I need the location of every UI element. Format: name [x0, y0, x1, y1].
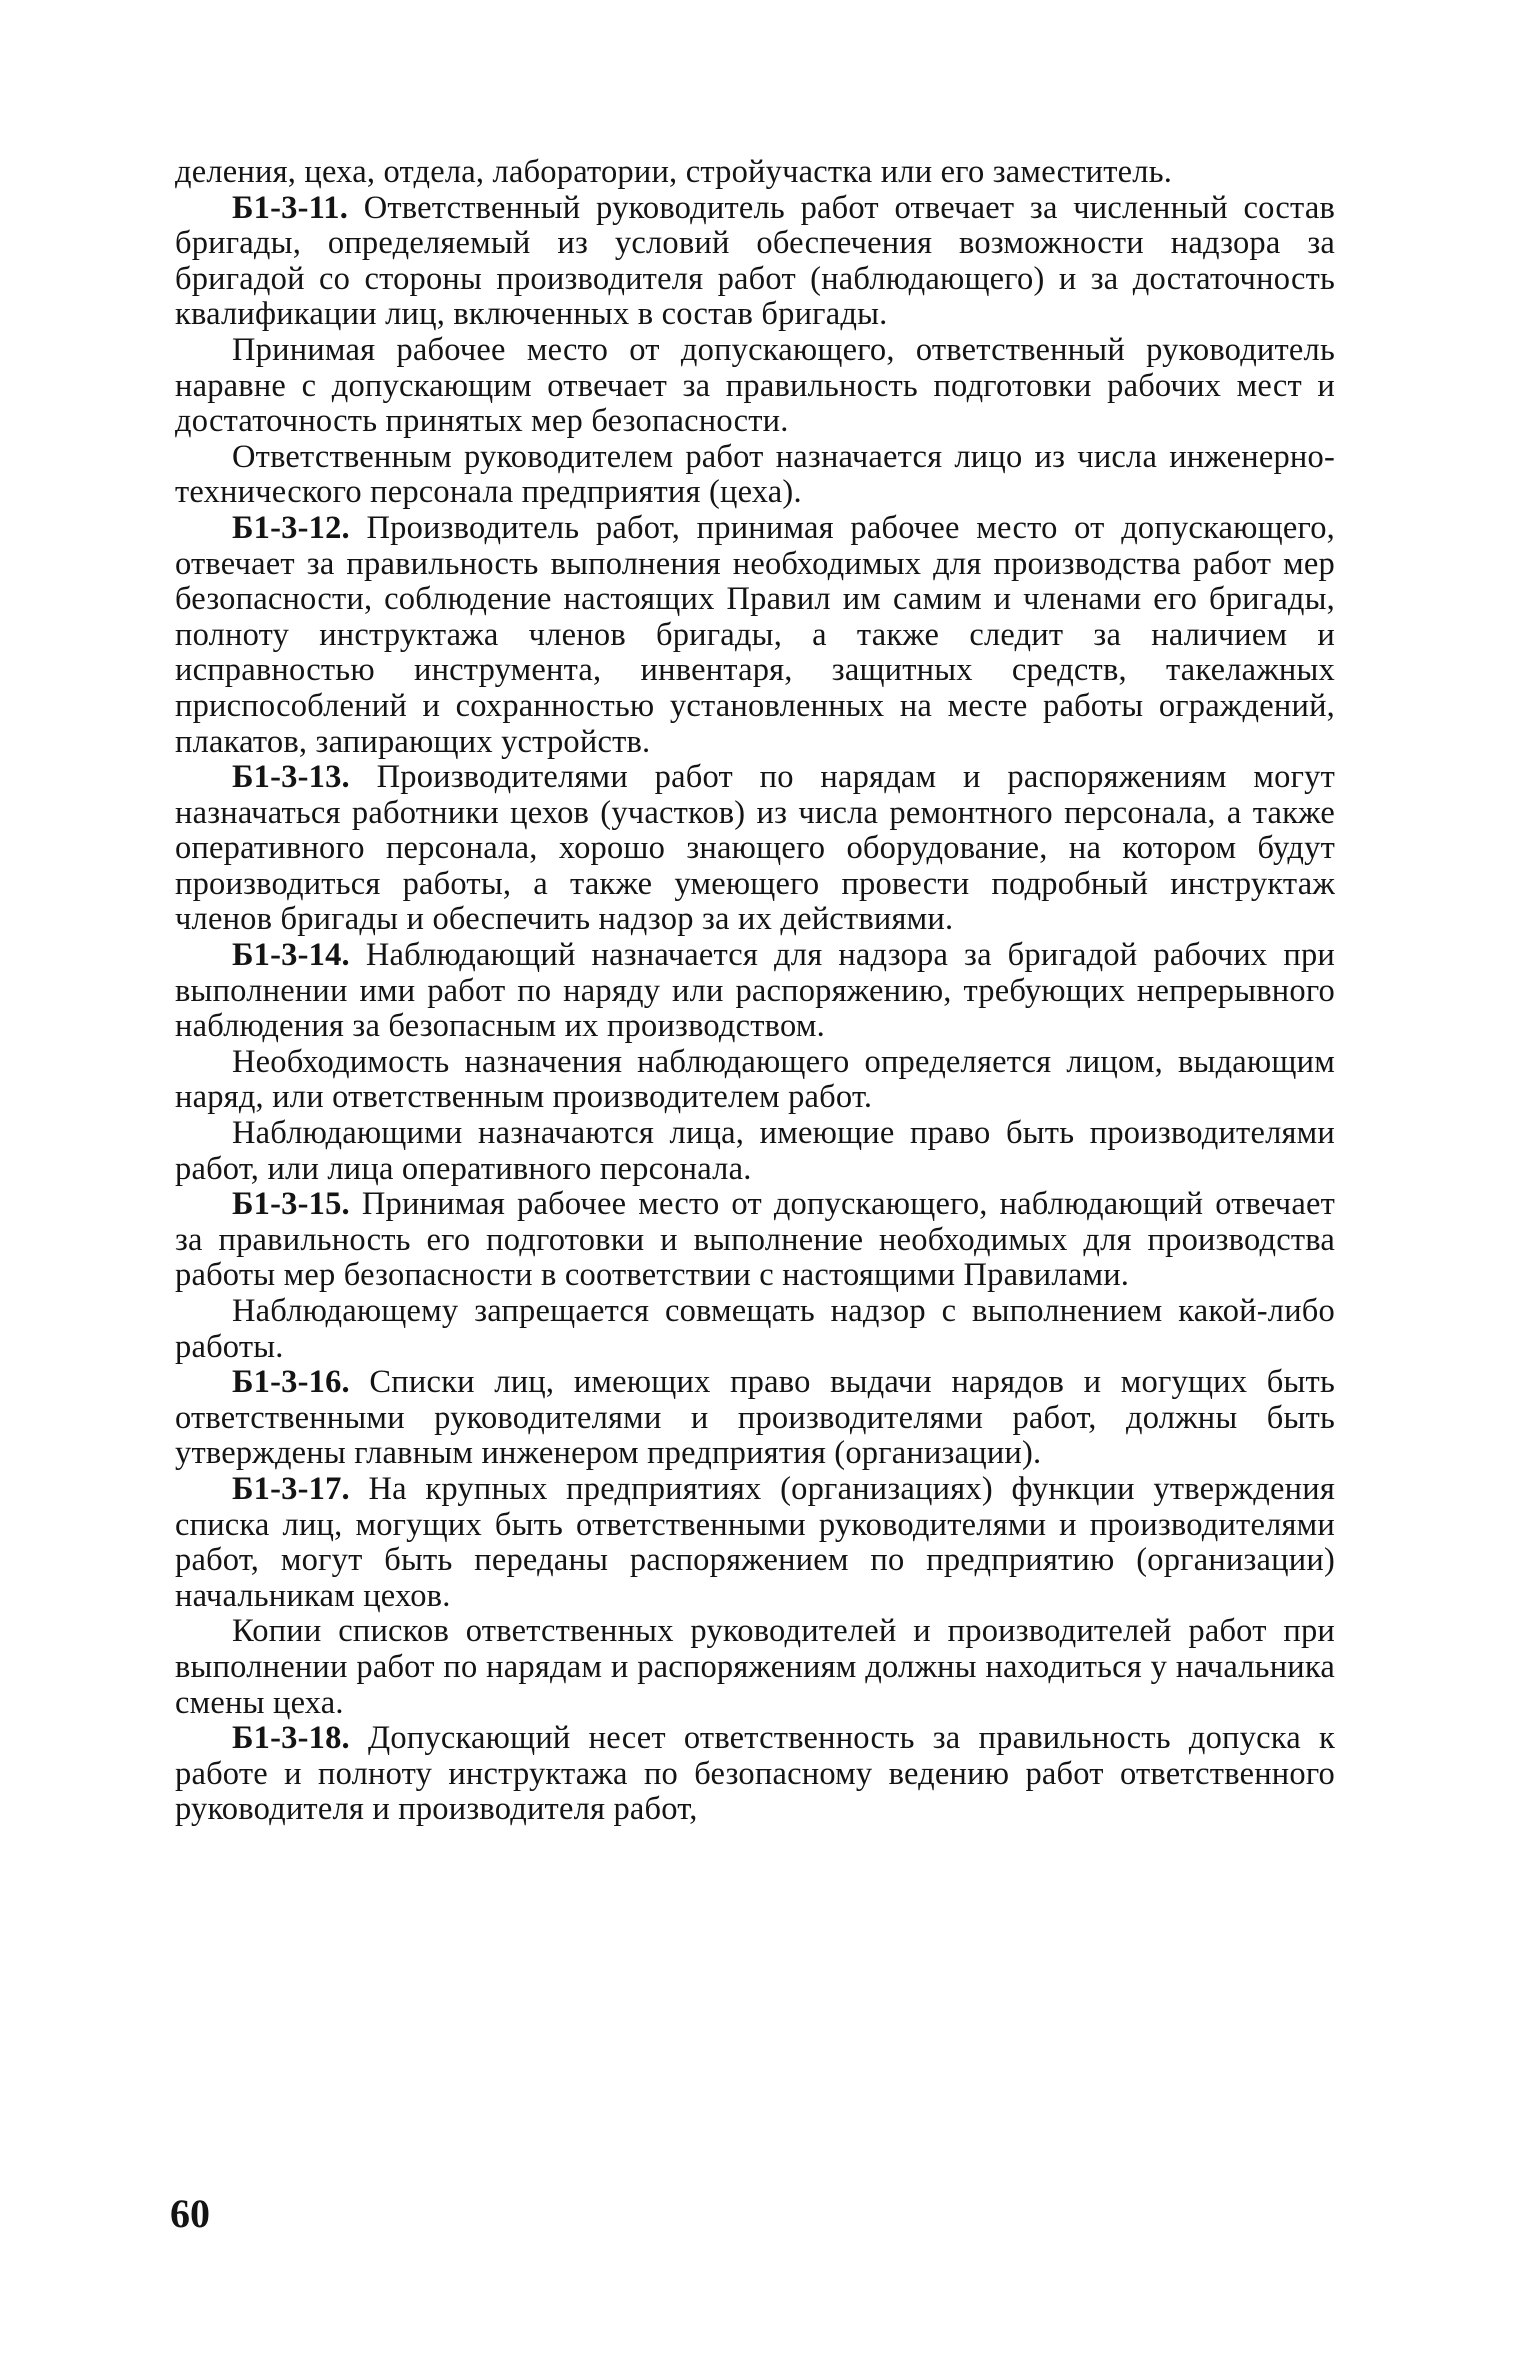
- paragraph: Принимая рабочее место от допускающего, ответственный руководитель наравне с допускающим отвечает за правильность подготовки рабочих мест и достаточность принятых мер безопасности.: [175, 331, 1335, 440]
- paragraph-b1-3-18: Б1-3-18. Допускающий несет ответственность за правильность допуска к работе и полноту инструктажа по безопасному ведению работ ответственного руководителя и производителя работ,: [175, 1720, 1335, 1828]
- paragraph-b1-3-14: Б1-3-14. Наблюдающий назначается для надзора за бригадой рабочих при выполнении ими работ по наряду или распоряжению, требующих непрерывного наблюдения за безопасным их производством.: [175, 937, 1335, 1045]
- paragraph: Наблюдающими назначаются лица, имеющие право быть производителями работ, или лица оперативного персонала.: [175, 1115, 1335, 1187]
- page-number: 60: [170, 2191, 210, 2236]
- paragraph: Наблюдающему запрещается совмещать надзор с выполнением какой-либо работы.: [175, 1293, 1335, 1365]
- section-number: Б1-3-16.: [232, 1364, 350, 1401]
- section-number: Б1-3-17.: [232, 1470, 350, 1507]
- paragraph-b1-3-17: Б1-3-17. На крупных предприятиях (организациях) функции утверждения списка лиц, могущих быть ответственными руководителями и производителями работ, могут быть переданы распоряжением по предприятию (организации) начальникам цехов.: [175, 1470, 1335, 1614]
- paragraph: Копии списков ответственных руководителей и производителей работ при выполнении работ по нарядам и распоряжениям должны находиться у начальника смены цеха.: [175, 1613, 1335, 1721]
- paragraph-b1-3-16: Б1-3-16. Списки лиц, имеющих право выдачи нарядов и могущих быть ответственными руководителями и производителями работ, должны быть утверждены главным инженером предприятия (организации).: [175, 1364, 1335, 1472]
- paragraph-b1-3-11: Б1-3-11. Ответственный руководитель работ отвечает за численный состав бригады, определяемый из условий обеспечения возможности надзора за бригадой со стороны производителя работ (наблюдающего) и за достаточность квалификации лиц, включенных в состав бригады.: [175, 189, 1335, 333]
- paragraph: Ответственным руководителем работ назначается лицо из числа инженерно-технического персонала предприятия (цеха).: [175, 438, 1335, 511]
- section-number: Б1-3-14.: [232, 937, 350, 974]
- section-number: Б1-3-11.: [232, 189, 349, 226]
- section-number: Б1-3-12.: [232, 509, 350, 546]
- paragraph-b1-3-15: Б1-3-15. Принимая рабочее место от допускающего, наблюдающий отвечает за правильность его подготовки и выполнение необходимых для производства работы мер безопасности в соответствии с настоящими Правилами.: [175, 1186, 1335, 1294]
- paragraph-continuation: деления, цеха, отдела, лаборатории, стройучастка или его заместитель.: [175, 154, 1173, 190]
- paragraph-b1-3-13: Б1-3-13. Производителями работ по нарядам и распоряжениям могут назначаться работники цехов (участков) из числа ремонтного персонала, а также оперативного персонала, хорошо знающего оборудование, на котором будут производиться работы, а также умеющего провести подробный инструктаж членов бригады и обеспечить надзор за их действиями.: [175, 759, 1335, 938]
- section-number: Б1-3-15.: [232, 1186, 350, 1223]
- document-page: [175, 155, 1335, 1828]
- paragraph-b1-3-12: Б1-3-12. Производитель работ, принимая рабочее место от допускающего, отвечает за правильность выполнения необходимых для производства работ мер безопасности, соблюдение настоящих Правил им самим и членами его бригады, полноту инструктажа членов бригады, а также следит за наличием и исправностью инструмента, инвентаря, защитных средств, такелажных приспособлений и сохранностью установленных на месте работы ограждений, плакатов, запирающих устройств.: [175, 509, 1335, 760]
- paragraph: Необходимость назначения наблюдающего определяется лицом, выдающим наряд, или ответственным производителем работ.: [175, 1043, 1335, 1116]
- section-number: Б1-3-18.: [232, 1720, 350, 1757]
- section-number: Б1-3-13.: [232, 759, 350, 796]
